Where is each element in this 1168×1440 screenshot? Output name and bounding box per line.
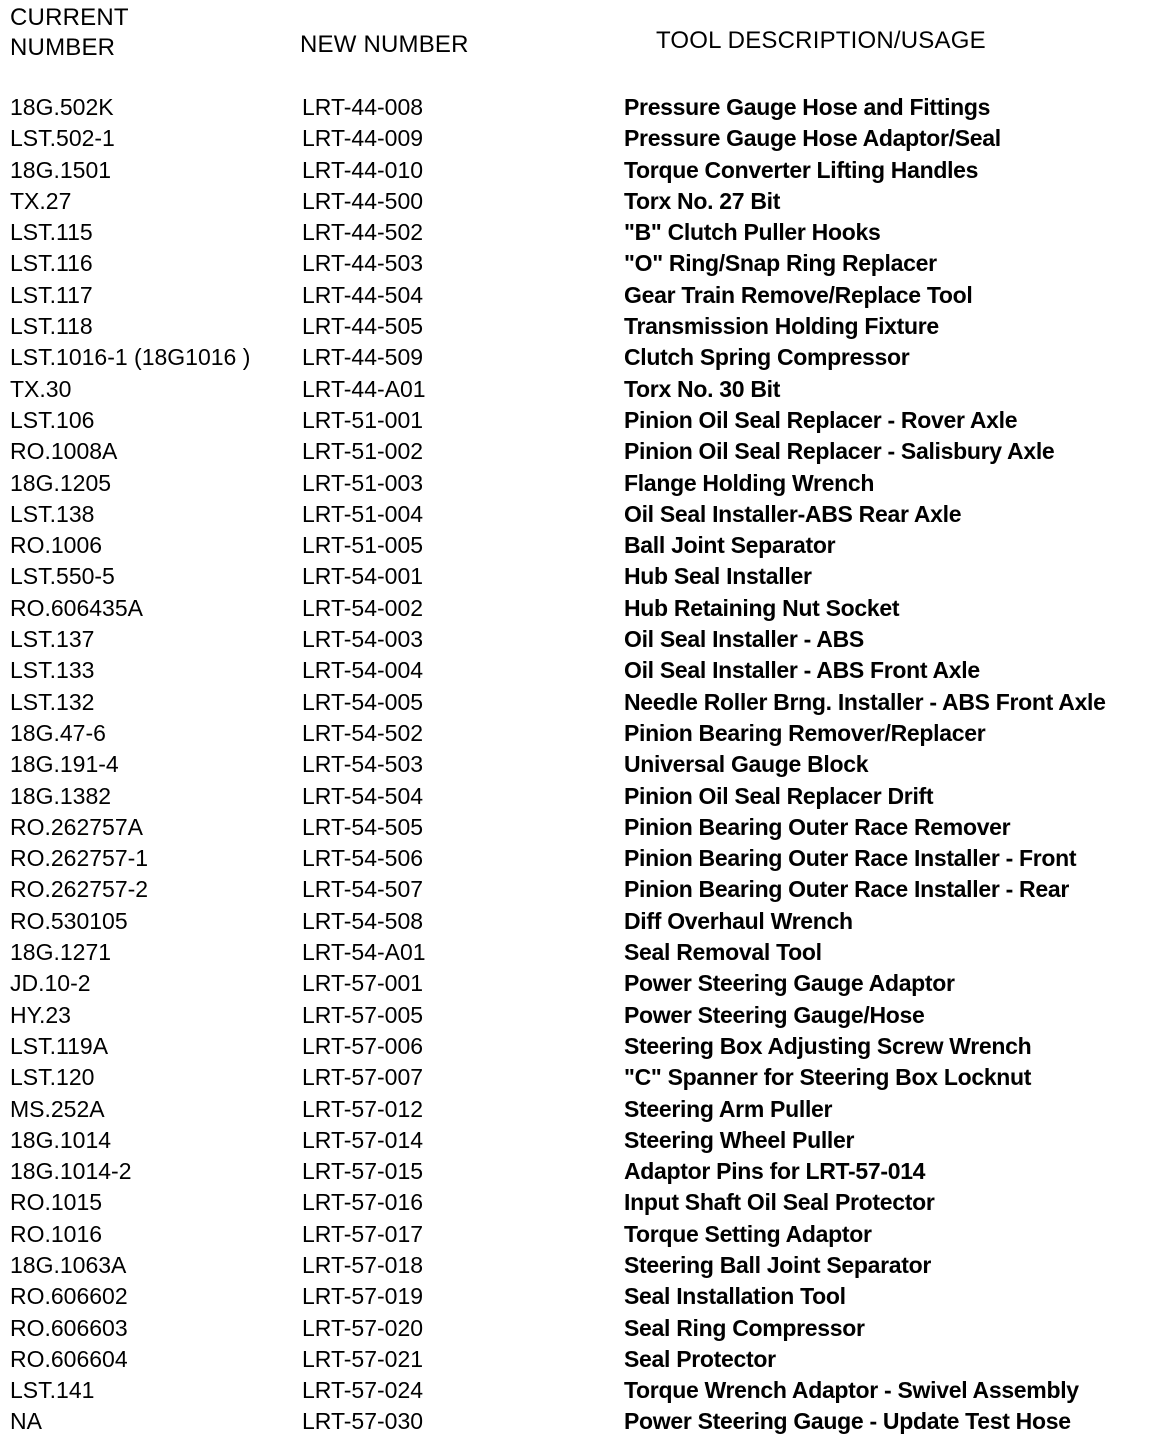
- new-number-cell: LRT-51-003: [302, 469, 424, 496]
- new-number-cell: LRT-44-008: [302, 94, 424, 120]
- new-number-cell: LRT-44-009: [302, 125, 424, 152]
- table-row: [0, 561, 1168, 592]
- new-number-cell: LRT-44-503: [302, 250, 424, 277]
- new-number-cell: LRT-44-505: [302, 313, 424, 340]
- tool-description-cell: "B" Clutch Puller Hooks: [624, 219, 881, 246]
- current-number-cell: RO.606435A: [10, 594, 143, 621]
- table-row: [0, 749, 1168, 780]
- current-number-cell: LST.502-1: [10, 125, 115, 152]
- table-row: [0, 1125, 1168, 1156]
- tool-description-cell: Hub Seal Installer: [624, 563, 812, 590]
- current-number-cell: 18G.1014: [10, 1126, 112, 1153]
- tool-description-cell: Pinion Bearing Outer Race Installer - Front: [624, 845, 1077, 872]
- current-number-cell: RO.1016: [10, 1220, 103, 1247]
- header-tool-description: TOOL DESCRIPTION/USAGE: [656, 27, 986, 54]
- new-number-cell: LRT-57-019: [302, 1283, 424, 1310]
- table-row: [0, 781, 1168, 812]
- new-number-cell: LRT-44-A01: [302, 375, 426, 402]
- header-current-number-line1: CURRENT: [10, 4, 129, 31]
- current-number-cell: 18G.1382: [10, 782, 112, 809]
- current-number-cell: 18G.1063A: [10, 1251, 127, 1278]
- table-row: [0, 1313, 1168, 1344]
- current-number-cell: LST.116: [10, 250, 93, 277]
- table-row: [0, 593, 1168, 624]
- new-number-cell: LRT-44-504: [302, 281, 424, 308]
- current-number-cell: RO.606602: [10, 1283, 128, 1310]
- tool-table: [0, 92, 1168, 1438]
- table-row: [0, 280, 1168, 311]
- table-row: [0, 468, 1168, 499]
- new-number-cell: LRT-54-508: [302, 907, 424, 934]
- current-number-cell: 18G.47-6: [10, 719, 106, 746]
- tool-description-cell: Torx No. 27 Bit: [624, 187, 781, 214]
- new-number-cell: LRT-51-002: [302, 438, 424, 465]
- tool-description-cell: "O" Ring/Snap Ring Replacer: [624, 250, 937, 277]
- table-row: [0, 499, 1168, 530]
- tool-description-cell: Diff Overhaul Wrench: [624, 907, 853, 934]
- new-number-cell: LRT-57-015: [302, 1158, 424, 1185]
- current-number-cell: 18G.1205: [10, 469, 112, 496]
- tool-description-cell: Ball Joint Separator: [624, 532, 836, 559]
- table-row: [0, 624, 1168, 655]
- new-number-cell: LRT-54-502: [302, 719, 424, 746]
- table-row: [0, 937, 1168, 968]
- new-number-cell: LRT-54-001: [302, 563, 424, 590]
- new-number-cell: LRT-57-001: [302, 970, 424, 997]
- tool-description-cell: "C" Spanner for Steering Box Locknut: [624, 1064, 1032, 1091]
- table-row: [0, 1344, 1168, 1375]
- tool-description-cell: Steering Ball Joint Separator: [624, 1251, 931, 1278]
- table-row: [0, 655, 1168, 686]
- current-number-cell: LST.1016-1 (18G1016 ): [10, 344, 251, 371]
- current-number-cell: LST.132: [10, 688, 95, 715]
- tool-description-cell: Clutch Spring Compressor: [624, 344, 910, 371]
- table-row: [0, 186, 1168, 217]
- new-number-cell: LRT-54-003: [302, 626, 424, 653]
- table-row: [0, 718, 1168, 749]
- current-number-cell: RO.606604: [10, 1345, 128, 1372]
- header-current-number-line2: NUMBER: [10, 34, 116, 61]
- current-number-cell: LST.115: [10, 219, 93, 246]
- current-number-cell: 18G.191-4: [10, 751, 119, 778]
- tool-description-cell: Oil Seal Installer - ABS: [624, 626, 864, 653]
- new-number-cell: LRT-57-016: [302, 1189, 424, 1216]
- tool-description-cell: Power Steering Gauge/Hose: [624, 1001, 925, 1028]
- tool-description-cell: Pinion Oil Seal Replacer Drift: [624, 782, 934, 809]
- current-number-cell: TX.30: [10, 375, 72, 402]
- table-row: [0, 248, 1168, 279]
- current-number-cell: JD.10-2: [10, 970, 91, 997]
- tool-description-cell: Flange Holding Wrench: [624, 469, 875, 496]
- new-number-cell: LRT-54-A01: [302, 939, 426, 966]
- table-row: [0, 812, 1168, 843]
- tool-description-cell: Pinion Oil Seal Replacer - Rover Axle: [624, 406, 1018, 433]
- table-row: [0, 342, 1168, 373]
- new-number-cell: LRT-51-004: [302, 500, 424, 527]
- new-number-cell: LRT-54-506: [302, 845, 424, 872]
- current-number-cell: 18G.1014-2: [10, 1158, 132, 1185]
- new-number-cell: LRT-57-006: [302, 1032, 424, 1059]
- header-current-number: [10, 3, 129, 63]
- current-number-cell: 18G.1501: [10, 156, 112, 183]
- table-row: [0, 1156, 1168, 1187]
- new-number-cell: LRT-54-505: [302, 813, 424, 840]
- table-row: [0, 311, 1168, 342]
- tool-description-cell: Gear Train Remove/Replace Tool: [624, 281, 973, 308]
- new-number-cell: LRT-57-007: [302, 1064, 424, 1091]
- tool-description-cell: Hub Retaining Nut Socket: [624, 594, 900, 621]
- new-number-cell: LRT-51-001: [302, 406, 424, 433]
- current-number-cell: RO.262757-2: [10, 876, 149, 903]
- tool-description-cell: Steering Wheel Puller: [624, 1126, 855, 1153]
- new-number-cell: LRT-54-504: [302, 782, 424, 809]
- current-number-cell: LST.118: [10, 313, 93, 340]
- current-number-cell: RO.262757-1: [10, 845, 149, 872]
- table-row: [0, 687, 1168, 718]
- tool-description-cell: Needle Roller Brng. Installer - ABS Front Axle: [624, 688, 1106, 715]
- new-number-cell: LRT-54-503: [302, 751, 424, 778]
- current-number-cell: LST.133: [10, 657, 95, 684]
- current-number-cell: LST.117: [10, 281, 93, 308]
- table-row: [0, 1219, 1168, 1250]
- new-number-cell: LRT-57-021: [302, 1345, 424, 1372]
- tool-description-cell: Seal Ring Compressor: [624, 1314, 865, 1341]
- table-row: [0, 374, 1168, 405]
- current-number-cell: RO.1006: [10, 532, 103, 559]
- tool-description-cell: Pinion Bearing Outer Race Remover: [624, 813, 1011, 840]
- table-row: [0, 530, 1168, 561]
- new-number-cell: LRT-57-030: [302, 1408, 424, 1435]
- table-row: [0, 1250, 1168, 1281]
- table-row: [0, 436, 1168, 467]
- current-number-cell: TX.27: [10, 187, 72, 214]
- table-row: [0, 1031, 1168, 1062]
- current-number-cell: HY.23: [10, 1001, 71, 1028]
- table-row: [0, 217, 1168, 248]
- new-number-cell: LRT-51-005: [302, 532, 424, 559]
- new-number-cell: LRT-54-002: [302, 594, 424, 621]
- table-row: [0, 1281, 1168, 1312]
- new-number-cell: LRT-57-020: [302, 1314, 424, 1341]
- current-number-cell: NA: [10, 1408, 42, 1435]
- table-row: [0, 874, 1168, 905]
- new-number-cell: LRT-57-024: [302, 1377, 424, 1404]
- current-number-cell: 18G.1271: [10, 939, 112, 966]
- current-number-cell: LST.120: [10, 1064, 95, 1091]
- current-number-cell: LST.119A: [10, 1032, 109, 1059]
- current-number-cell: LST.106: [10, 406, 95, 433]
- tool-description-cell: Seal Removal Tool: [624, 939, 822, 966]
- new-number-cell: LRT-44-509: [302, 344, 424, 371]
- table-row: [0, 1187, 1168, 1218]
- tool-description-cell: Seal Installation Tool: [624, 1283, 846, 1310]
- new-number-cell: LRT-54-005: [302, 688, 424, 715]
- current-number-cell: RO.1008A: [10, 438, 118, 465]
- current-number-cell: MS.252A: [10, 1095, 105, 1122]
- tool-description-cell: Adaptor Pins for LRT-57-014: [624, 1158, 926, 1185]
- tool-description-cell: Steering Arm Puller: [624, 1095, 833, 1122]
- table-row: [0, 1000, 1168, 1031]
- new-number-cell: LRT-57-005: [302, 1001, 424, 1028]
- current-number-cell: 18G.502K: [10, 94, 114, 120]
- tool-description-cell: Pinion Bearing Outer Race Installer - Rear: [624, 876, 1069, 903]
- table-row: [0, 155, 1168, 186]
- tool-description-cell: Oil Seal Installer-ABS Rear Axle: [624, 500, 962, 527]
- current-number-cell: LST.141: [10, 1377, 95, 1404]
- table-row: [0, 1094, 1168, 1125]
- new-number-cell: LRT-44-500: [302, 187, 424, 214]
- current-number-cell: RO.530105: [10, 907, 128, 934]
- new-number-cell: LRT-54-004: [302, 657, 424, 684]
- table-row: [0, 1375, 1168, 1406]
- new-number-cell: LRT-44-502: [302, 219, 424, 246]
- current-number-cell: RO.606603: [10, 1314, 128, 1341]
- table-row: [0, 843, 1168, 874]
- tool-description-cell: Pressure Gauge Hose Adaptor/Seal: [624, 125, 1001, 152]
- table-row: [0, 968, 1168, 999]
- tool-description-cell: Transmission Holding Fixture: [624, 313, 939, 340]
- new-number-cell: LRT-57-014: [302, 1126, 424, 1153]
- new-number-cell: LRT-57-012: [302, 1095, 424, 1122]
- tool-description-cell: Seal Protector: [624, 1345, 776, 1372]
- tool-description-cell: Torque Setting Adaptor: [624, 1220, 872, 1247]
- new-number-cell: LRT-44-010: [302, 156, 424, 183]
- current-number-cell: RO.1015: [10, 1189, 103, 1216]
- tool-description-cell: Steering Box Adjusting Screw Wrench: [624, 1032, 1032, 1059]
- new-number-cell: LRT-54-507: [302, 876, 424, 903]
- current-number-cell: RO.262757A: [10, 813, 143, 840]
- table-row: [0, 1062, 1168, 1093]
- current-number-cell: LST.550-5: [10, 563, 115, 590]
- new-number-cell: LRT-57-017: [302, 1220, 424, 1247]
- table-row: [0, 405, 1168, 436]
- current-number-cell: LST.137: [10, 626, 95, 653]
- table-row: [0, 92, 1168, 123]
- tool-description-cell: Universal Gauge Block: [624, 751, 869, 778]
- tool-description-cell: Torque Wrench Adaptor - Swivel Assembly: [624, 1377, 1079, 1404]
- tool-description-cell: Pinion Oil Seal Replacer - Salisbury Axle: [624, 438, 1055, 465]
- current-number-cell: LST.138: [10, 500, 95, 527]
- tool-description-cell: Pressure Gauge Hose and Fittings: [624, 94, 991, 120]
- table-row: [0, 123, 1168, 154]
- tool-description-cell: Power Steering Gauge Adaptor: [624, 970, 955, 997]
- header-new-number: NEW NUMBER: [300, 31, 469, 58]
- tool-description-cell: Pinion Bearing Remover/Replacer: [624, 719, 986, 746]
- tool-description-cell: Input Shaft Oil Seal Protector: [624, 1189, 935, 1216]
- tool-description-cell: Oil Seal Installer - ABS Front Axle: [624, 657, 980, 684]
- tool-description-cell: Torque Converter Lifting Handles: [624, 156, 979, 183]
- table-row: [0, 906, 1168, 937]
- table-row: [0, 1406, 1168, 1437]
- tool-description-cell: Torx No. 30 Bit: [624, 375, 781, 402]
- tool-description-cell: Power Steering Gauge - Update Test Hose: [624, 1408, 1071, 1435]
- new-number-cell: LRT-57-018: [302, 1251, 424, 1278]
